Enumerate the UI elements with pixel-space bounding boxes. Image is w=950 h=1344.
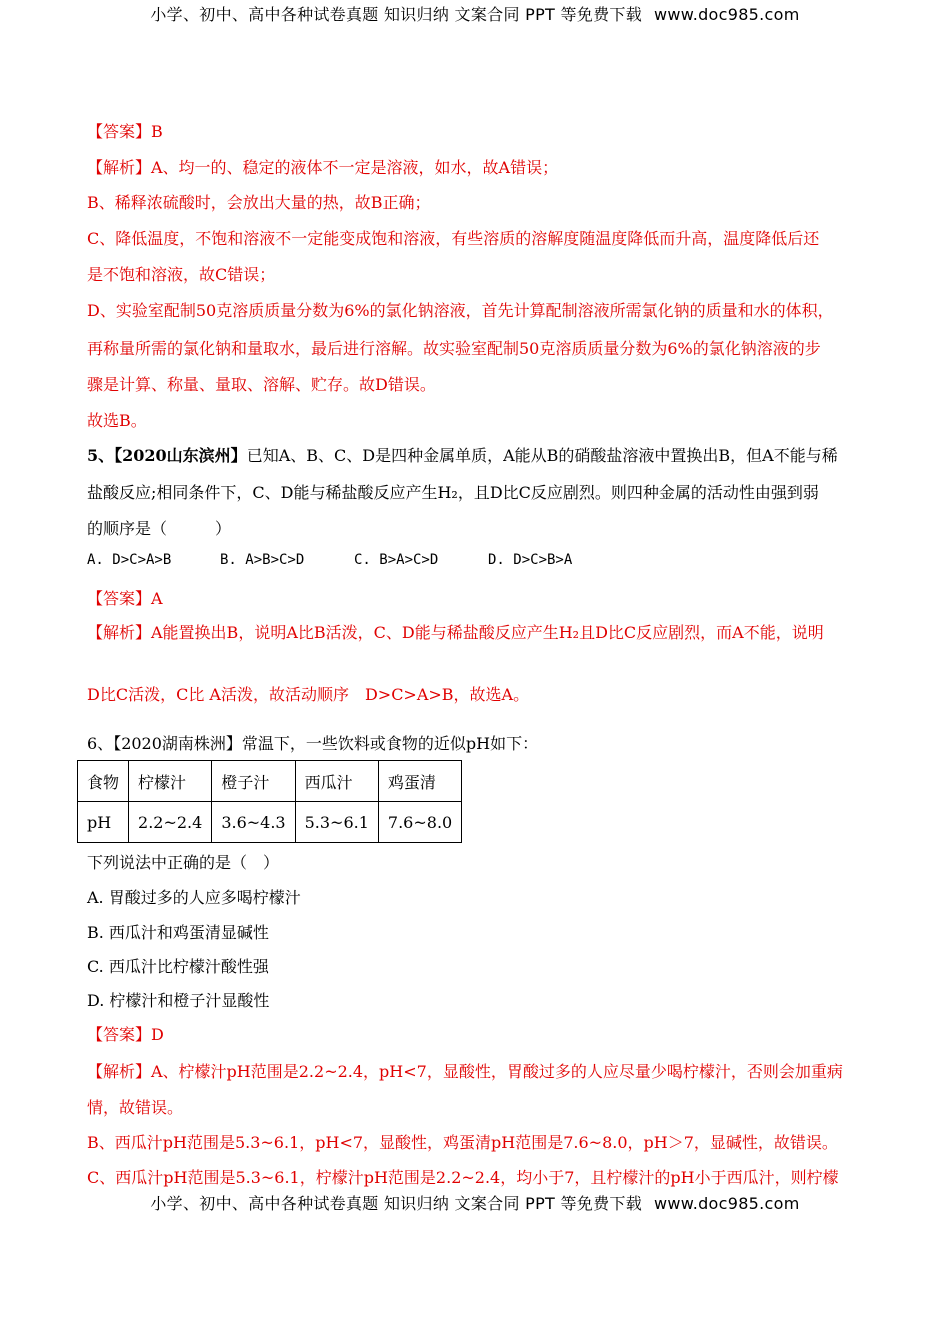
q4-analysis-line: 【解析】A、均一的、稳定的液体不一定是溶液，如水，故A错误； (87, 158, 559, 177)
table-cell: 西瓜汁 (295, 761, 378, 802)
footer-text: 小学、初中、高中各种试卷真题 知识归纳 文案合同 PPT 等免费下载 (150, 1194, 642, 1213)
q5-option-c: C. B>A>C>D (354, 552, 439, 568)
table-row (78, 802, 462, 843)
q6-question: 下列说法中正确的是（ ） (87, 853, 280, 872)
footer-url-link[interactable]: www.doc985.com (654, 1194, 800, 1213)
q6-option-b: B. 西瓜汁和鸡蛋清显碱性 (87, 923, 269, 942)
q6-option-c: C. 西瓜汁比柠檬汁酸性强 (87, 957, 269, 976)
table-cell: 柠檬汁 (129, 761, 212, 802)
q6-analysis-line: 【解析】A、柠檬汁pH范围是2.2~2.4，pH<7，显酸性，胃酸过多的人应尽量少喝柠檬汁，否则会加重病 (87, 1062, 843, 1081)
q5-number: 5、 (87, 446, 115, 465)
q6-number: 6、 (87, 734, 114, 753)
q6-stem (87, 731, 866, 754)
table-cell: 2.2~2.4 (129, 802, 212, 843)
q6-analysis-line: B、西瓜汁pH范围是5.3~6.1，pH<7，显酸性，鸡蛋清pH范围是7.6~8.0，pH＞7，显碱性，故错误。 (87, 1133, 838, 1152)
q6-option-a: A. 胃酸过多的人应多喝柠檬汁 (87, 888, 301, 907)
q6-analysis-line: C、西瓜汁pH范围是5.3~6.1，柠檬汁pH范围是2.2~2.4，均小于7，且柠檬汁的pH小于西瓜汁，则柠檬 (87, 1168, 839, 1187)
q5-stem (87, 443, 866, 466)
q5-analysis-line: D比C活泼，C比 A活泼，故活动顺序 D>C>A>B，故选A。 (87, 685, 530, 704)
q5-option-b: B. A>B>C>D (220, 552, 305, 568)
q5-source: 【2020山东滨州】 (114, 446, 247, 465)
q4-analysis-line: 是不饱和溶液，故C错误； (87, 265, 276, 284)
q6-stem-text: 【2020湖南株洲】常温下，一些饮料或食物的近似pH如下： (113, 734, 539, 753)
header-text: 小学、初中、高中各种试卷真题 知识归纳 文案合同 PPT 等免费下载 (150, 5, 642, 24)
table-header-row (78, 761, 462, 802)
q6-answer: 【答案】D (87, 1025, 164, 1044)
q4-analysis-line: D、实验室配制50克溶质质量分数为6%的氯化钠溶液，首先计算配制溶液所需氯化钠的质量和水的体积， (87, 301, 834, 320)
page-header (0, 2, 950, 25)
page-footer (0, 1191, 950, 1214)
q4-analysis-line: 骤是计算、称量、量取、溶解、贮存。故D错误。 (87, 375, 436, 394)
table-cell: 3.6~4.3 (212, 802, 295, 843)
table-cell: 橙子汁 (212, 761, 295, 802)
table-cell: 鸡蛋清 (378, 761, 461, 802)
q5-option-a: A. D>C>A>B (87, 552, 172, 568)
q6-analysis-line: 情，故错误。 (87, 1098, 184, 1117)
table-cell: pH (78, 802, 129, 843)
q4-analysis-line: 再称量所需的氯化钠和量取水，最后进行溶解。故实验室配制50克溶质质量分数为6%的氯化钠溶液的步 (87, 339, 821, 358)
q5-option-d: D. D>C>B>A (488, 552, 573, 568)
q4-analysis-line: C、降低温度，不饱和溶液不一定能变成饱和溶液，有些溶质的溶解度随温度降低而升高，温度降低后还 (87, 229, 820, 248)
q4-analysis-line: B、稀释浓硫酸时，会放出大量的热，故B正确； (87, 193, 431, 212)
q5-stem-line: 盐酸反应;相同条件下，C、D能与稀盐酸反应产生H₂，且D比C反应剧烈。则四种金属的活动性由强到弱 (87, 483, 819, 502)
q5-stem-line: 已知A、B、C、D是四种金属单质，A能从B的硝酸盐溶液中置换出B，但A不能与稀 (246, 446, 838, 465)
table-cell: 食物 (78, 761, 129, 802)
q5-stem-line: 的顺序是（ ） (87, 519, 232, 538)
q6-option-d: D. 柠檬汁和橙子汁显酸性 (87, 991, 270, 1010)
q5-answer: 【答案】A (87, 589, 163, 608)
q4-conclusion: 故选B。 (87, 411, 147, 430)
q4-answer: 【答案】B (87, 122, 163, 141)
table-cell: 5.3~6.1 (295, 802, 378, 843)
q5-analysis-line: 【解析】A能置换出B，说明A比B活泼，C、D能与稀盐酸反应产生H₂且D比C反应剧烈，而A不能，说明 (87, 623, 824, 642)
table-cell: 7.6~8.0 (378, 802, 461, 843)
header-url-link[interactable]: www.doc985.com (654, 5, 800, 24)
ph-table (77, 760, 462, 843)
